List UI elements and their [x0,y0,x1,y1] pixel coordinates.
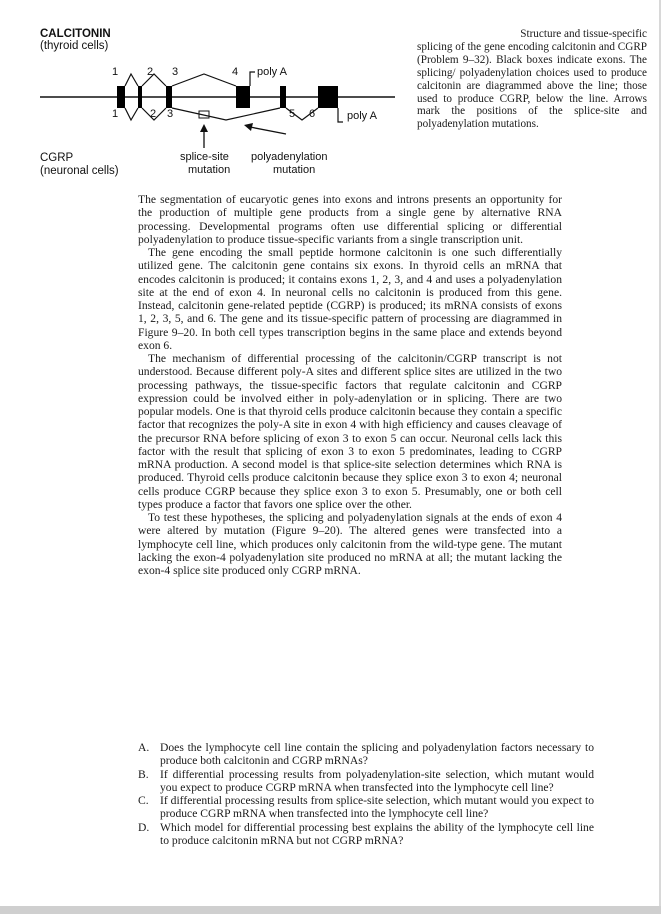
splice-site-label: splice-site [180,151,229,163]
exon-3-box [166,86,172,108]
exon-4-box [236,86,250,108]
question-letter: D. [138,820,150,834]
splice-site-arrowhead [200,124,208,132]
question-item [138,741,594,768]
cgrp-label: CGRP [40,152,74,164]
exon-5-box [280,86,286,108]
question-text: If differential processing results from polyadenylation-site selection, which mutant would you expect to produce CGRP mRNA when transfected into the lymphocyte cell line? [160,767,594,794]
exon-1-box [117,86,125,108]
exon-number-bottom: 2 [150,108,157,120]
splice-top-1-2 [125,74,138,86]
splice-site-label-line2: mutation [188,164,231,176]
polyadenylation-label: polyadenylation [251,151,328,163]
figure-caption [417,28,647,131]
exon-2-box [138,86,142,108]
exon-number-bottom: 3 [167,108,174,120]
polya-top-bracket [250,72,255,86]
exon-number-top: 4 [232,66,239,78]
exon-number-top: 1 [112,66,119,78]
caption-lead: Structure and tissue-specific [520,28,647,40]
question-letter: C. [138,794,149,807]
splice-top-2-3 [142,74,166,86]
splice-bottom-3-5 [172,108,280,120]
question-letter: A. [138,741,150,754]
body-paragraph: The segmentation of eucaryotic genes into exons and introns presents an opportunity for the production of multiple gene products from a single gene by alternative RNA processing. Developmental programs often use differential splicing or differential polyadenylation to produce tissue-specific variants from a single transcription unit. [138,193,562,246]
question-text: If differential processing results from splice-site selection, which mutant would you expect to produce CGRP mRNA when transfected into the lymphocyte cell line? [160,794,594,821]
exon-number-bottom: 5 [289,108,296,120]
splice-top-3-4 [172,74,236,86]
poly-a-top-label: poly A [257,66,287,78]
body-paragraph: To test these hypotheses, the splicing and polyadenylation signals at the ends of exon 4 were altered by mutation (Figure 9–20). The altered genes were transfected into a lymphocyte cell line, which produces only calcitonin from the wild-type gene. The mutant lacking the exon-4 polyadenylation site produced no mRNA at all; the mutant lacking the exon-4 splice site produced only CGRP mRNA. [138,511,562,577]
neuronal-cells-label: (neuronal cells) [40,165,119,177]
exon-number-top: 2 [147,66,154,78]
poly-a-bottom-label: poly A [347,110,377,122]
splice-bottom-1-2 [125,108,138,120]
question-item [138,794,594,821]
exon-6-box [318,86,338,108]
question-item [138,821,594,848]
question-item [138,768,594,795]
exon-number-top: 3 [172,66,179,78]
gene-diagram-figure [0,0,420,190]
polyadenylation-arrow [250,127,286,134]
thyroid-cells-label: (thyroid cells) [40,40,109,52]
polya-bottom-bracket [338,108,343,122]
body-paragraph: The mechanism of differential processing of the calcitonin/CGRP transcript is not understood. Because different poly-A sites and different splice sites are utilized in the two processing pathways, the tissue-specific factors that regulate calcitonin and CGRP expression could be involved either in poly-adenylation or in splicing. There are two popular models. One is that thyroid cells produce calcitonin because they contain a specific factor that recognizes the poly-A site in exon 4 with high efficiency and causes cleavage of the precursor RNA before splicing of exon 3 to exon 5 can occur. Neuronal cells lack this factor with the result that splicing of exon 3 to exon 5 predominates, leading to CGRP mRNA production. A second model is that splice-site selection determines which RNA is produced. Thyroid cells produce calcitonin because they splice exon 3 to exon 4; neuronal cells produce CGRP because they splice exon 3 to exon 5. Presumably, one or both cell types produce a factor that favors one splice over the other. [138,352,562,511]
question-text: Does the lymphocyte cell line contain the splicing and polyadenylation factors necessary to produce both calcitonin and CGRP mRNAs? [160,741,594,768]
polyadenylation-arrowhead [244,123,253,131]
body-paragraph: The gene encoding the small peptide hormone calcitonin is one such differentially utilized gene. The calcitonin gene contains six exons. In thyroid cells an mRNA that encodes calcitonin is produced; it contains exons 1, 2, 3, and 4 and uses a polyadenylation site at the end of exon 4. In neuronal cells no calcitonin is produced from this gene. Instead, calcitonin gene-related peptide (CGRP) is produced; its mRNA consists of exons 1, 2, 3, 5, and 6. The gene and its tissue-specific pattern of processing are diagrammed in Figure 9–20. In both cell types transcription begins in the same place and extends beyond exon 6. [138,246,562,352]
polyadenylation-label-line2: mutation [273,164,316,176]
question-letter: B. [138,767,149,781]
problem-body [138,193,562,577]
calcitonin-label: CALCITONIN [40,28,111,40]
exon-number-bottom: 1 [112,108,119,120]
scrollbar-track[interactable] [0,906,661,914]
exon-number-bottom: 6 [309,108,316,120]
question-list [138,741,594,847]
caption-text: splicing of the gene encoding calcitonin and CGRP (Problem 9–32). Black boxes indicate exons. The splicing/ polyadenylation choices used to produce calcitonin are diagrammed above the line; those used to produce CGRP, below the line. Arrows mark the positions of the splice-site and polyadenylation mutations. [417,40,647,131]
question-text: Which model for differential processing best explains the ability of the lymphocyte cell line to produce calcitonin mRNA but not CGRP mRNA? [160,820,594,847]
